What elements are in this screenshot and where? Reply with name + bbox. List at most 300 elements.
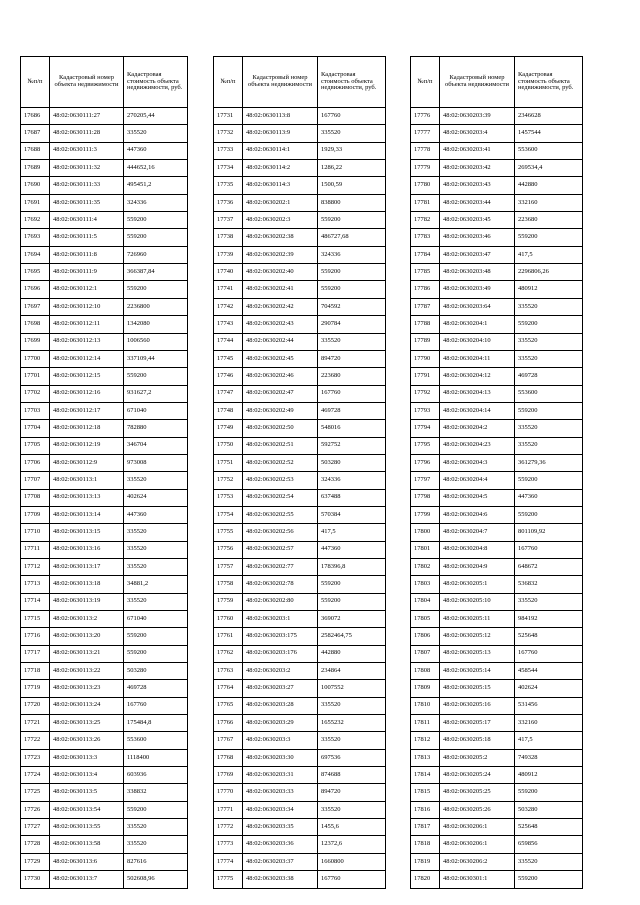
table-row (411, 611, 583, 628)
row-number: 17781 (411, 194, 440, 211)
cadastral-number: 48:02:0630113:9 (243, 125, 318, 142)
table-row (411, 767, 583, 784)
cadastral-number: 48:02:0630113:7 (50, 871, 124, 888)
row-number: 17738 (214, 229, 243, 246)
table-row (214, 871, 386, 888)
cadastral-value: 167760 (318, 108, 386, 125)
row-number: 17692 (21, 212, 50, 229)
cadastral-value: 726960 (124, 246, 188, 263)
row-number: 17731 (214, 108, 243, 125)
cadastral-value: 559200 (318, 264, 386, 281)
row-number: 17765 (214, 697, 243, 714)
row-number: 17705 (21, 437, 50, 454)
header-cadastral-number: Кадастровый номер объекта недвижимости (243, 57, 318, 108)
cadastral-number: 48:02:0630202:80 (243, 593, 318, 610)
table-row (21, 385, 188, 402)
row-number: 17816 (411, 801, 440, 818)
row-number: 17807 (411, 645, 440, 662)
table-row (411, 506, 583, 523)
row-number: 17746 (214, 368, 243, 385)
table-row (411, 212, 583, 229)
cadastral-value: 469728 (515, 368, 583, 385)
row-number: 17792 (411, 385, 440, 402)
row-number: 17804 (411, 593, 440, 610)
cadastral-number: 48:02:0630114:2 (243, 160, 318, 177)
row-number: 17687 (21, 125, 50, 142)
cadastral-value: 559200 (124, 645, 188, 662)
cadastral-value: 559200 (124, 628, 188, 645)
cadastral-value: 338832 (124, 784, 188, 801)
table-row (214, 472, 386, 489)
cadastral-number: 48:02:0630112:18 (50, 420, 124, 437)
table-row (21, 316, 188, 333)
row-number: 17812 (411, 732, 440, 749)
cadastral-value: 559200 (515, 472, 583, 489)
row-number: 17803 (411, 576, 440, 593)
cadastral-value: 447360 (124, 142, 188, 159)
table-row (214, 680, 386, 697)
cadastral-value: 502608,96 (124, 871, 188, 888)
table-row (214, 697, 386, 714)
table-row (411, 489, 583, 506)
row-number: 17720 (21, 697, 50, 714)
table-row (411, 524, 583, 541)
cadastral-number: 48:02:0630202:77 (243, 558, 318, 575)
table-row (411, 368, 583, 385)
table-row (411, 350, 583, 367)
row-number: 17693 (21, 229, 50, 246)
cadastral-number: 48:02:0630203:2 (243, 663, 318, 680)
table-row (411, 454, 583, 471)
cadastral-number: 48:02:0630204:4 (440, 472, 515, 489)
cadastral-number: 48:02:0630203:43 (440, 177, 515, 194)
cadastral-number: 48:02:0630205:17 (440, 715, 515, 732)
cadastral-number: 48:02:0630206:2 (440, 853, 515, 870)
row-number: 17806 (411, 628, 440, 645)
cadastral-value: 559200 (515, 784, 583, 801)
row-number: 17798 (411, 489, 440, 506)
table-row (21, 801, 188, 818)
cadastral-value: 2236800 (124, 298, 188, 315)
row-number: 17782 (411, 212, 440, 229)
row-number: 17764 (214, 680, 243, 697)
cadastral-number: 48:02:0630204:13 (440, 385, 515, 402)
cadastral-number: 48:02:0630113:58 (50, 836, 124, 853)
table-row (214, 368, 386, 385)
row-number: 17727 (21, 819, 50, 836)
header-number: №п/п (21, 57, 50, 108)
cadastral-number: 48:02:0630203:64 (440, 298, 515, 315)
row-number: 17752 (214, 472, 243, 489)
cadastral-number: 48:02:0630204:2 (440, 420, 515, 437)
cadastral-value: 503280 (318, 454, 386, 471)
cadastral-number: 48:02:0630111:9 (50, 264, 124, 281)
table-row (21, 506, 188, 523)
cadastral-number: 48:02:0630113:8 (243, 108, 318, 125)
cadastral-value: 559200 (124, 212, 188, 229)
cadastral-value: 335520 (124, 558, 188, 575)
cadastral-value: 335520 (515, 420, 583, 437)
cadastral-number: 48:02:0630205:26 (440, 801, 515, 818)
table-row (411, 298, 583, 315)
cadastral-number: 48:02:0630113:6 (50, 853, 124, 870)
cadastral-number: 48:02:0630205:11 (440, 611, 515, 628)
table-row (21, 489, 188, 506)
header-cadastral-value: Кадастровая стоимость объекта недвижимости, руб. (124, 57, 188, 108)
cadastral-value: 559200 (124, 801, 188, 818)
cadastral-number: 48:02:0630112:19 (50, 437, 124, 454)
table-row (214, 611, 386, 628)
cadastral-number: 48:02:0630114:1 (243, 142, 318, 159)
row-number: 17703 (21, 402, 50, 419)
table-row (21, 732, 188, 749)
cadastral-value: 1286,22 (318, 160, 386, 177)
cadastral-value: 984192 (515, 611, 583, 628)
table-row (411, 819, 583, 836)
cadastral-number: 48:02:0630205:18 (440, 732, 515, 749)
cadastral-value: 417,5 (318, 524, 386, 541)
row-number: 17695 (21, 264, 50, 281)
row-number: 17737 (214, 212, 243, 229)
cadastral-number: 48:02:0630203:175 (243, 628, 318, 645)
cadastral-number: 48:02:0630204:6 (440, 506, 515, 523)
row-number: 17763 (214, 663, 243, 680)
cadastral-number: 48:02:0630205:2 (440, 749, 515, 766)
table-row (21, 298, 188, 315)
table-row (214, 489, 386, 506)
table-row (21, 125, 188, 142)
row-number: 17769 (214, 767, 243, 784)
row-number: 17696 (21, 281, 50, 298)
cadastral-number: 48:02:0630205:13 (440, 645, 515, 662)
cadastral-value: 648672 (515, 558, 583, 575)
cadastral-value: 335520 (515, 593, 583, 610)
row-number: 17819 (411, 853, 440, 870)
cadastral-number: 48:02:0630204:5 (440, 489, 515, 506)
cadastral-number: 48:02:0630203:30 (243, 749, 318, 766)
row-number: 17770 (214, 784, 243, 801)
table-row (214, 506, 386, 523)
cadastral-value: 559200 (124, 281, 188, 298)
table-row (214, 385, 386, 402)
cadastral-value: 458544 (515, 663, 583, 680)
table-row (214, 142, 386, 159)
table-row (214, 836, 386, 853)
cadastral-value: 167760 (124, 697, 188, 714)
cadastral-value: 335520 (515, 350, 583, 367)
cadastral-number: 48:02:0630113:4 (50, 767, 124, 784)
cadastral-value: 270205,44 (124, 108, 188, 125)
cadastral-number: 48:02:0630111:32 (50, 160, 124, 177)
cadastral-value: 1006560 (124, 333, 188, 350)
cadastral-value: 335520 (318, 732, 386, 749)
cadastral-value: 801109,92 (515, 524, 583, 541)
table-row (214, 125, 386, 142)
cadastral-value: 874688 (318, 767, 386, 784)
cadastral-value: 1007552 (318, 680, 386, 697)
table-row (21, 194, 188, 211)
row-number: 17783 (411, 229, 440, 246)
table-row (214, 524, 386, 541)
table-row (21, 715, 188, 732)
row-number: 17700 (21, 350, 50, 367)
row-number: 17724 (21, 767, 50, 784)
row-number: 17714 (21, 593, 50, 610)
cadastral-number: 48:02:0630111:35 (50, 194, 124, 211)
cadastral-value: 369072 (318, 611, 386, 628)
row-number: 17805 (411, 611, 440, 628)
cadastral-number: 48:02:0630203:44 (440, 194, 515, 211)
cadastral-number: 48:02:0630202:43 (243, 316, 318, 333)
table-row (214, 160, 386, 177)
table-row (21, 680, 188, 697)
table-row (214, 819, 386, 836)
table-row (214, 645, 386, 662)
cadastral-number: 48:02:0630203:49 (440, 281, 515, 298)
row-number: 17802 (411, 558, 440, 575)
table-row (411, 177, 583, 194)
cadastral-value: 324336 (124, 194, 188, 211)
row-number: 17716 (21, 628, 50, 645)
cadastral-value: 167760 (318, 385, 386, 402)
cadastral-value: 894720 (318, 350, 386, 367)
table-row (21, 177, 188, 194)
cadastral-number: 48:02:0630202:57 (243, 541, 318, 558)
table-row (21, 368, 188, 385)
cadastral-number: 48:02:0630202:3 (243, 212, 318, 229)
cadastral-value: 480912 (515, 767, 583, 784)
cadastral-number: 48:02:0630205:10 (440, 593, 515, 610)
table-row (411, 472, 583, 489)
cadastral-value: 335520 (515, 853, 583, 870)
cadastral-number: 48:02:0630203:38 (243, 871, 318, 888)
row-number: 17751 (214, 454, 243, 471)
cadastral-number: 48:02:0630111:33 (50, 177, 124, 194)
cadastral-number: 48:02:0630203:42 (440, 160, 515, 177)
table-row (214, 212, 386, 229)
cadastral-number: 48:02:0630202:42 (243, 298, 318, 315)
cadastral-number: 48:02:0630203:176 (243, 645, 318, 662)
row-number: 17755 (214, 524, 243, 541)
table-row (411, 749, 583, 766)
header-row (411, 57, 583, 108)
row-number: 17767 (214, 732, 243, 749)
table-row (214, 246, 386, 263)
cadastral-number: 48:02:0630112:15 (50, 368, 124, 385)
table-row (21, 229, 188, 246)
cadastral-value: 495451,2 (124, 177, 188, 194)
table-row (411, 801, 583, 818)
row-number: 17713 (21, 576, 50, 593)
table-row (411, 593, 583, 610)
table-row (21, 420, 188, 437)
cadastral-value: 559200 (515, 402, 583, 419)
table-row (214, 749, 386, 766)
row-number: 17784 (411, 246, 440, 263)
row-number: 17736 (214, 194, 243, 211)
cadastral-number: 48:02:0630113:55 (50, 819, 124, 836)
cadastral-number: 48:02:0630111:28 (50, 125, 124, 142)
row-number: 17808 (411, 663, 440, 680)
cadastral-value: 2582464,75 (318, 628, 386, 645)
row-number: 17758 (214, 576, 243, 593)
table-row (411, 402, 583, 419)
row-number: 17793 (411, 402, 440, 419)
table-row (411, 715, 583, 732)
table-row (214, 853, 386, 870)
row-number: 17698 (21, 316, 50, 333)
cadastral-number: 48:02:0630112:13 (50, 333, 124, 350)
cadastral-number: 48:02:0630202:44 (243, 333, 318, 350)
cadastral-number: 48:02:0630202:38 (243, 229, 318, 246)
cadastral-number: 48:02:0630203:46 (440, 229, 515, 246)
row-number: 17728 (21, 836, 50, 853)
row-number: 17689 (21, 160, 50, 177)
row-number: 17726 (21, 801, 50, 818)
table-row (21, 836, 188, 853)
table-row (21, 663, 188, 680)
cadastral-number: 48:02:0630205:25 (440, 784, 515, 801)
cadastral-value: 324336 (318, 472, 386, 489)
cadastral-number: 48:02:0630111:4 (50, 212, 124, 229)
cadastral-value: 838800 (318, 194, 386, 211)
cadastral-number: 48:02:0630203:37 (243, 853, 318, 870)
cadastral-number: 48:02:0630113:21 (50, 645, 124, 662)
cadastral-number: 48:02:0630202:46 (243, 368, 318, 385)
cadastral-value: 973008 (124, 454, 188, 471)
table-row (411, 645, 583, 662)
cadastral-number: 48:02:0630203:28 (243, 697, 318, 714)
cadastral-value: 335520 (124, 125, 188, 142)
cadastral-value: 553600 (515, 142, 583, 159)
cadastral-value: 290784 (318, 316, 386, 333)
table-row (21, 160, 188, 177)
cadastral-number: 48:02:0630205:16 (440, 697, 515, 714)
cadastral-number: 48:02:0630112:10 (50, 298, 124, 315)
cadastral-number: 48:02:0630203:31 (243, 767, 318, 784)
row-number: 17766 (214, 715, 243, 732)
table-row (411, 576, 583, 593)
row-number: 17709 (21, 506, 50, 523)
cadastral-value: 402624 (515, 680, 583, 697)
table-row (21, 142, 188, 159)
cadastral-value: 417,5 (515, 246, 583, 263)
cadastral-value: 361279,36 (515, 454, 583, 471)
cadastral-number: 48:02:0630204:11 (440, 350, 515, 367)
cadastral-value: 559200 (124, 229, 188, 246)
cadastral-value: 175484,8 (124, 715, 188, 732)
row-number: 17773 (214, 836, 243, 853)
cadastral-value: 894720 (318, 784, 386, 801)
cadastral-value: 603936 (124, 767, 188, 784)
table-row (21, 645, 188, 662)
table-row (411, 194, 583, 211)
cadastral-value: 332160 (515, 715, 583, 732)
row-number: 17694 (21, 246, 50, 263)
row-number: 17756 (214, 541, 243, 558)
cadastral-number: 48:02:0630112:11 (50, 316, 124, 333)
cadastral-value: 12372,6 (318, 836, 386, 853)
header-row (214, 57, 386, 108)
row-number: 17712 (21, 558, 50, 575)
cadastral-value: 402624 (124, 489, 188, 506)
row-number: 17747 (214, 385, 243, 402)
cadastral-value: 346704 (124, 437, 188, 454)
cadastral-value: 559200 (318, 212, 386, 229)
cadastral-value: 417,5 (515, 732, 583, 749)
cadastral-value: 525648 (515, 628, 583, 645)
cadastral-value: 559200 (515, 506, 583, 523)
cadastral-value: 1118400 (124, 749, 188, 766)
table-row (214, 298, 386, 315)
cadastral-value: 503280 (515, 801, 583, 818)
cadastral-value: 167760 (318, 871, 386, 888)
cadastral-value: 167760 (515, 541, 583, 558)
table-row (214, 715, 386, 732)
table-row (214, 350, 386, 367)
header-cadastral-number: Кадастровый номер объекта недвижимости (50, 57, 124, 108)
cadastral-value: 335520 (124, 836, 188, 853)
table-row (214, 281, 386, 298)
cadastral-number: 48:02:0630113:1 (50, 472, 124, 489)
cadastral-value: 548016 (318, 420, 386, 437)
row-number: 17762 (214, 645, 243, 662)
table-row (411, 541, 583, 558)
table-row (21, 784, 188, 801)
cadastral-number: 48:02:0630203:3 (243, 732, 318, 749)
cadastral-number: 48:02:0630202:53 (243, 472, 318, 489)
cadastral-number: 48:02:0630205:1 (440, 576, 515, 593)
row-number: 17707 (21, 472, 50, 489)
row-number: 17809 (411, 680, 440, 697)
cadastral-number: 48:02:0630112:17 (50, 402, 124, 419)
row-number: 17748 (214, 402, 243, 419)
cadastral-value: 442880 (515, 177, 583, 194)
cadastral-number: 48:02:0630113:15 (50, 524, 124, 541)
row-number: 17725 (21, 784, 50, 801)
table-row (21, 871, 188, 888)
cadastral-value: 671040 (124, 402, 188, 419)
table-row (21, 749, 188, 766)
cadastral-value: 469728 (318, 402, 386, 419)
cadastral-value: 332160 (515, 194, 583, 211)
cadastral-value: 749328 (515, 749, 583, 766)
table-row (411, 246, 583, 263)
row-number: 17776 (411, 108, 440, 125)
cadastral-number: 48:02:0630113:5 (50, 784, 124, 801)
cadastral-number: 48:02:0630202:50 (243, 420, 318, 437)
table-row (214, 593, 386, 610)
cadastral-number: 48:02:0630112:14 (50, 350, 124, 367)
table-row (411, 732, 583, 749)
row-number: 17775 (214, 871, 243, 888)
cadastral-number: 48:02:0630112:9 (50, 454, 124, 471)
cadastral-value: 531456 (515, 697, 583, 714)
table-row (411, 558, 583, 575)
cadastral-value: 553600 (515, 385, 583, 402)
row-number: 17774 (214, 853, 243, 870)
table-row (214, 316, 386, 333)
row-number: 17730 (21, 871, 50, 888)
cadastral-number: 48:02:0630202:78 (243, 576, 318, 593)
table-row (214, 663, 386, 680)
row-number: 17759 (214, 593, 243, 610)
cadastral-value: 637488 (318, 489, 386, 506)
cadastral-number: 48:02:0630113:26 (50, 732, 124, 749)
cadastral-value: 697536 (318, 749, 386, 766)
cadastral-value: 366387,84 (124, 264, 188, 281)
table-row (21, 472, 188, 489)
